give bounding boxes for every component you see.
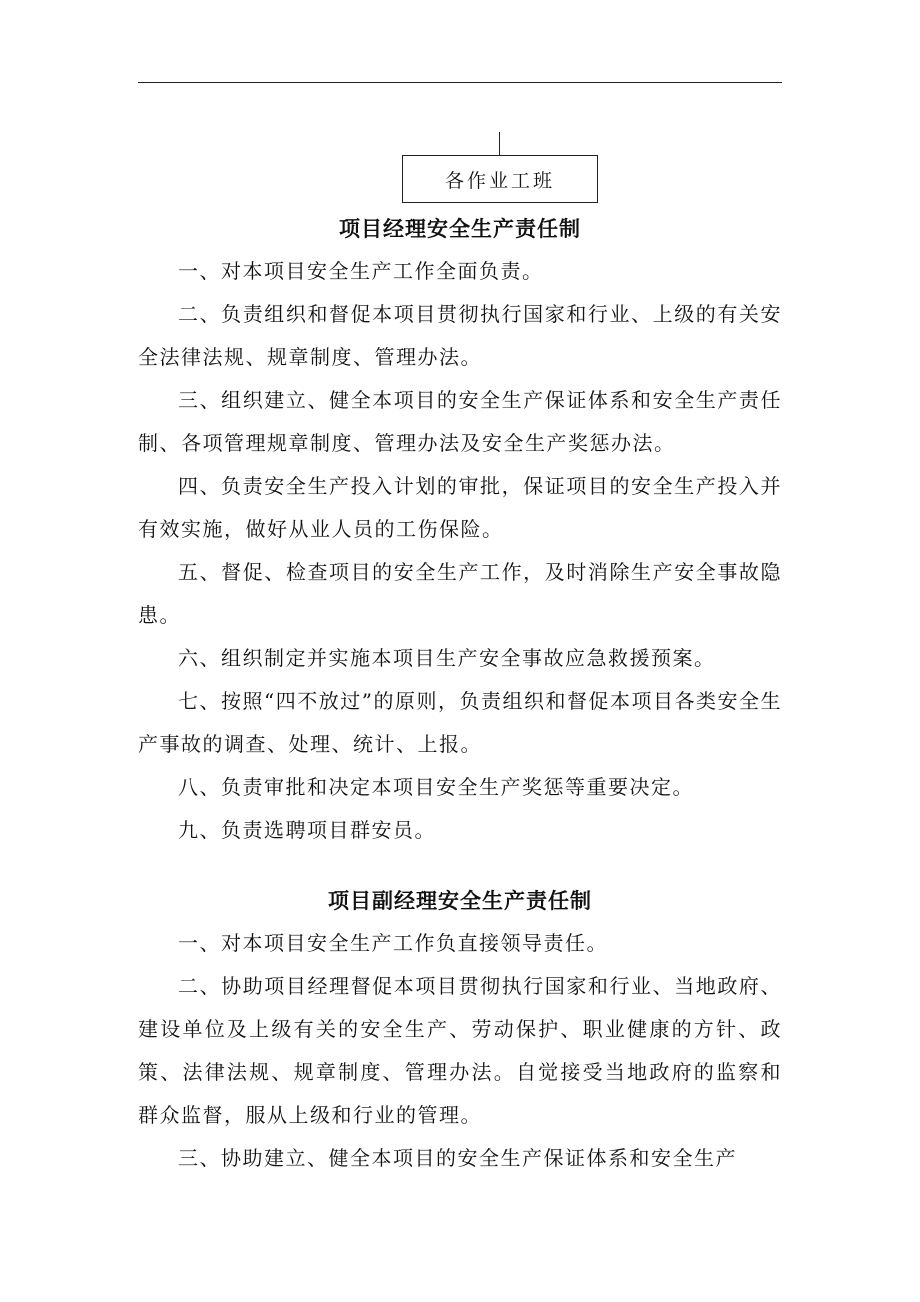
- section1-item-4: 四、负责安全生产投入计划的审批，保证项目的安全生产投入并有效实施，做好从业人员的工伤保险。: [138, 474, 782, 541]
- section2-item-1: 一、对本项目安全生产工作负直接领导责任。: [178, 931, 608, 955]
- section2-item-3: 三、协助建立、健全本项目的安全生产保证体系和安全生产: [178, 1146, 737, 1170]
- section1-item-1: 一、对本项目安全生产工作全面负责。: [178, 259, 544, 283]
- section1-item-3: 三、组织建立、健全本项目的安全生产保证体系和安全生产责任制、各项管理规章制度、管理办法及安全生产奖惩办法。: [138, 388, 782, 455]
- org-chart-box: [402, 155, 598, 203]
- section-title-project-manager: 项目经理安全生产责任制: [339, 216, 581, 241]
- section1-item-7: 七、按照“四不放过”的原则，负责组织和督促本项目各类安全生产事故的调查、处理、统计、上报。: [138, 689, 782, 756]
- section1-item-6: 六、组织制定并实施本项目生产安全事故应急救援预案。: [178, 646, 716, 670]
- org-chart-box-label: 各作业工班: [444, 169, 555, 192]
- section1-item-5: 五、督促、检查项目的安全生产工作，及时消除生产安全事故隐患。: [138, 560, 782, 627]
- section1-item-8: 八、负责审批和决定本项目安全生产奖惩等重要决定。: [178, 775, 694, 799]
- section-title-deputy-manager: 项目副经理安全生产责任制: [328, 888, 592, 913]
- section2-item-2: 二、协助项目经理督促本项目贯彻执行国家和行业、当地政府、建设单位及上级有关的安全生产、劳动保护、职业健康的方针、政策、法律法规、规章制度、管理办法。自觉接受当地政府的监察和群众监督，服从上级和行业的管理。: [138, 974, 782, 1127]
- section1-item-9: 九、负责选聘项目群安员。: [178, 818, 436, 842]
- document-body: [138, 208, 782, 1180]
- header-rule: [138, 82, 782, 83]
- section1-item-2: 二、负责组织和督促本项目贯彻执行国家和行业、上级的有关安全法律法规、规章制度、管理办法。: [138, 302, 782, 369]
- org-chart-connector-line: [499, 132, 500, 156]
